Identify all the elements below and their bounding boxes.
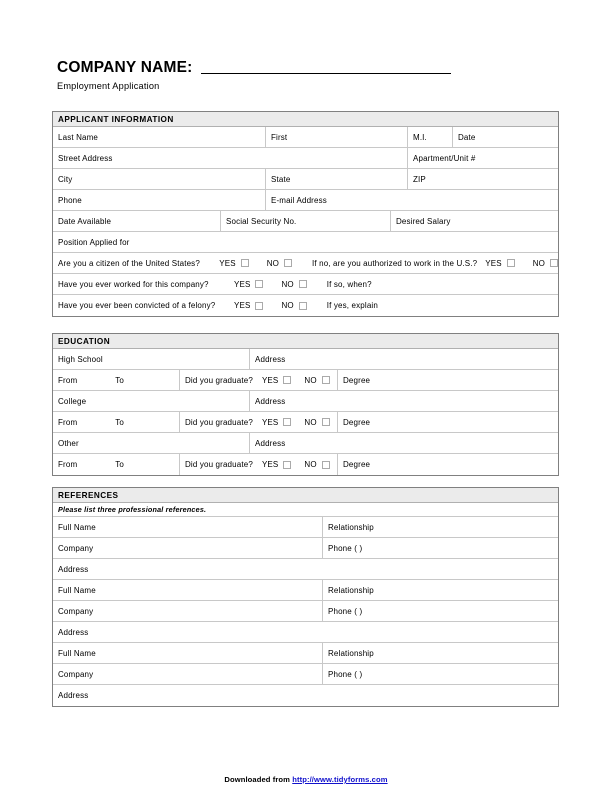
field-label-to: To (115, 375, 125, 385)
field-apartment-unit[interactable] (408, 148, 558, 168)
field-label: Date (458, 132, 476, 142)
table-row (53, 148, 558, 169)
education-header (53, 334, 558, 349)
field-label: Full Name (58, 585, 96, 595)
field-reference3-phone[interactable] (323, 664, 558, 684)
question-other-school-graduate (180, 454, 338, 475)
other-school-graduate-no-option[interactable] (304, 460, 329, 469)
company-name-line (57, 60, 537, 76)
checkbox-icon[interactable] (507, 259, 515, 267)
question-text: Have you ever worked for this company? (58, 279, 209, 289)
high-school-graduate-no-option[interactable] (304, 376, 329, 385)
field-label: Other (58, 438, 79, 448)
field-label-from: From (58, 417, 78, 427)
field-reference2-relationship[interactable] (323, 580, 558, 600)
field-label: College (58, 396, 87, 406)
field-social-security-number[interactable] (221, 211, 391, 231)
field-reference1-address[interactable] (53, 559, 558, 579)
citizenship-yes-option[interactable] (219, 259, 248, 268)
field-label: Address (58, 627, 89, 637)
field-desired-salary[interactable] (391, 211, 558, 231)
table-row (53, 211, 558, 232)
field-label: Company (58, 543, 94, 553)
checkbox-icon[interactable] (255, 280, 263, 288)
field-label: First (271, 132, 288, 142)
field-zip[interactable] (408, 169, 558, 189)
other-school-graduate-yes-option[interactable] (262, 460, 291, 469)
field-label: Desired Salary (396, 216, 451, 226)
table-row (53, 349, 558, 370)
table-row (53, 232, 558, 253)
field-label: Relationship (328, 585, 374, 595)
option-label: NO (304, 460, 317, 469)
field-label: Degree (343, 375, 371, 385)
worked-for-company-yes-option[interactable] (234, 280, 263, 289)
field-position-applied-for[interactable] (53, 232, 558, 252)
question-text: Did you graduate? (185, 375, 253, 385)
table-row (53, 580, 558, 601)
field-reference3-full-name[interactable] (53, 643, 323, 663)
references-heading: REFERENCES (58, 490, 119, 500)
field-reference2-full-name[interactable] (53, 580, 323, 600)
field-label: Date Available (58, 216, 112, 226)
checkbox-icon[interactable] (283, 418, 291, 426)
field-email[interactable] (266, 190, 558, 210)
applicant-information-heading: APPLICANT INFORMATION (58, 114, 174, 124)
footer-source-link[interactable]: http://www.tidyforms.com (292, 775, 388, 784)
field-other-school-address[interactable] (250, 433, 558, 453)
field-reference2-phone[interactable] (323, 601, 558, 621)
field-label-to: To (115, 460, 125, 469)
education-heading: EDUCATION (58, 336, 111, 346)
field-label: Position Applied for (58, 237, 130, 247)
felony-no-option[interactable] (281, 301, 306, 310)
checkbox-icon[interactable] (241, 259, 249, 267)
field-label-from: From (58, 375, 78, 385)
field-label: Address (255, 438, 286, 448)
field-reference1-full-name[interactable] (53, 517, 323, 537)
table-row (53, 433, 558, 454)
field-label: Company (58, 606, 94, 616)
table-row (53, 685, 558, 706)
checkbox-icon[interactable] (299, 280, 307, 288)
table-row (53, 517, 558, 538)
checkbox-icon[interactable] (322, 461, 330, 469)
field-label: State (271, 174, 291, 184)
checkbox-icon[interactable] (283, 461, 291, 469)
field-reference1-phone[interactable] (323, 538, 558, 558)
field-college-address[interactable] (250, 391, 558, 411)
field-reference3-company[interactable] (53, 664, 323, 684)
field-college-dates[interactable] (53, 412, 180, 432)
felony-yes-option[interactable] (234, 301, 263, 310)
field-label: Company (58, 669, 94, 679)
field-other-school-name[interactable] (53, 433, 250, 453)
references-note: Please list three professional references. (58, 505, 207, 514)
field-reference3-relationship[interactable] (323, 643, 558, 663)
field-label: Address (255, 396, 286, 406)
field-other-school-degree[interactable] (338, 454, 558, 475)
table-row (53, 664, 558, 685)
table-row (53, 295, 558, 316)
field-college-degree[interactable] (338, 412, 558, 432)
field-last-name[interactable] (53, 127, 266, 147)
option-label: YES (261, 375, 279, 385)
high-school-graduate-yes-option[interactable] (262, 376, 291, 385)
checkbox-icon[interactable] (299, 302, 307, 310)
option-label: NO (266, 258, 279, 268)
worked-for-company-no-option[interactable] (281, 280, 306, 289)
field-label: Address (255, 354, 286, 364)
references-section (52, 487, 559, 707)
field-phone[interactable] (53, 190, 266, 210)
option-label: NO (281, 301, 294, 310)
table-row (53, 454, 558, 475)
field-label: High School (58, 354, 103, 364)
question-felony-conviction (53, 295, 558, 316)
field-other-school-dates[interactable] (53, 454, 180, 475)
company-name-label: COMPANY NAME: (57, 59, 193, 76)
table-row (53, 274, 558, 295)
option-label: YES (261, 417, 279, 427)
checkbox-icon[interactable] (283, 376, 291, 384)
checkbox-icon[interactable] (322, 418, 330, 426)
field-label: Apartment/Unit # (413, 153, 476, 163)
field-state[interactable] (266, 169, 408, 189)
option-label: NO (304, 375, 317, 385)
field-middle-initial[interactable] (408, 127, 453, 147)
checkbox-icon[interactable] (255, 302, 263, 310)
checkbox-icon[interactable] (284, 259, 292, 267)
college-graduate-yes-option[interactable] (262, 418, 291, 427)
field-high-school-address[interactable] (250, 349, 558, 369)
field-high-school-name[interactable] (53, 349, 250, 369)
option-label: YES (219, 258, 236, 268)
field-high-school-dates[interactable] (53, 370, 180, 390)
field-reference2-company[interactable] (53, 601, 323, 621)
field-label: Relationship (328, 648, 374, 658)
footer (0, 775, 612, 784)
footer-prefix: Downloaded from (224, 775, 293, 784)
table-row (53, 559, 558, 580)
field-reference2-address[interactable] (53, 622, 558, 642)
table-row (53, 391, 558, 412)
field-high-school-degree[interactable] (338, 370, 558, 390)
field-label-from: From (58, 460, 78, 469)
field-label: Address (58, 564, 89, 574)
question-followup-text[interactable]: If yes, explain (326, 301, 378, 310)
field-label: Phone (58, 195, 82, 205)
field-label: M.I. (413, 132, 427, 142)
table-row (53, 370, 558, 391)
field-college-name[interactable] (53, 391, 250, 411)
field-label: Phone ( ) (328, 606, 363, 616)
field-label: Last Name (58, 132, 99, 142)
question-college-graduate (180, 412, 338, 432)
field-label: Phone ( ) (328, 543, 363, 553)
field-first-name[interactable] (266, 127, 408, 147)
question-text: Did you graduate? (185, 417, 253, 427)
field-label: Full Name (58, 648, 96, 658)
question-text: Have you ever been convicted of a felony? (58, 301, 216, 310)
option-label: YES (261, 460, 279, 469)
option-label: NO (532, 258, 545, 268)
question-followup-text: If no, are you authorized to work in the U.S.? (312, 258, 478, 268)
field-reference1-company[interactable] (53, 538, 323, 558)
option-label: NO (304, 417, 317, 427)
field-label: Degree (343, 417, 371, 427)
field-label: Social Security No. (226, 216, 297, 226)
table-row (53, 190, 558, 211)
applicant-information-section (52, 111, 559, 317)
field-label: ZIP (413, 174, 426, 184)
table-row (53, 538, 558, 559)
field-label: Degree (343, 460, 371, 469)
field-label-to: To (115, 417, 125, 427)
question-high-school-graduate (180, 370, 338, 390)
table-row (53, 169, 558, 190)
table-row (53, 412, 558, 433)
field-label: City (58, 174, 73, 184)
field-label: Relationship (328, 522, 374, 532)
field-label: E-mail Address (271, 195, 327, 205)
field-date[interactable] (453, 127, 558, 147)
company-name-write-in-line[interactable] (201, 72, 451, 74)
table-row (53, 622, 558, 643)
education-section (52, 333, 559, 476)
table-row (53, 253, 558, 274)
masthead (57, 60, 537, 91)
references-note-row (53, 503, 558, 517)
citizenship-no-option[interactable] (267, 259, 292, 268)
question-citizenship (53, 253, 558, 273)
question-worked-for-company (53, 274, 558, 294)
field-label: Phone ( ) (328, 669, 363, 679)
option-label: YES (485, 258, 502, 268)
work-authorization-no-option[interactable] (533, 259, 558, 268)
option-label: YES (234, 279, 251, 289)
table-row (53, 601, 558, 622)
applicant-information-header (53, 112, 558, 127)
field-reference1-relationship[interactable] (323, 517, 558, 537)
field-reference3-address[interactable] (53, 685, 558, 706)
form-subtitle: Employment Application (57, 80, 160, 91)
field-label: Address (58, 691, 89, 700)
field-street-address[interactable] (53, 148, 408, 168)
college-graduate-no-option[interactable] (304, 418, 329, 427)
option-label: YES (234, 301, 251, 310)
checkbox-icon[interactable] (322, 376, 330, 384)
table-row (53, 127, 558, 148)
references-header (53, 488, 558, 503)
work-authorization-yes-option[interactable] (485, 259, 514, 268)
field-city[interactable] (53, 169, 266, 189)
field-label: Full Name (58, 522, 96, 532)
question-text: Are you a citizen of the United States? (58, 258, 200, 268)
question-text: Did you graduate? (185, 460, 253, 469)
checkbox-icon[interactable] (550, 259, 558, 267)
field-label: Street Address (58, 153, 113, 163)
option-label: NO (281, 279, 294, 289)
field-date-available[interactable] (53, 211, 221, 231)
question-followup-text[interactable]: If so, when? (326, 279, 372, 289)
table-row (53, 643, 558, 664)
